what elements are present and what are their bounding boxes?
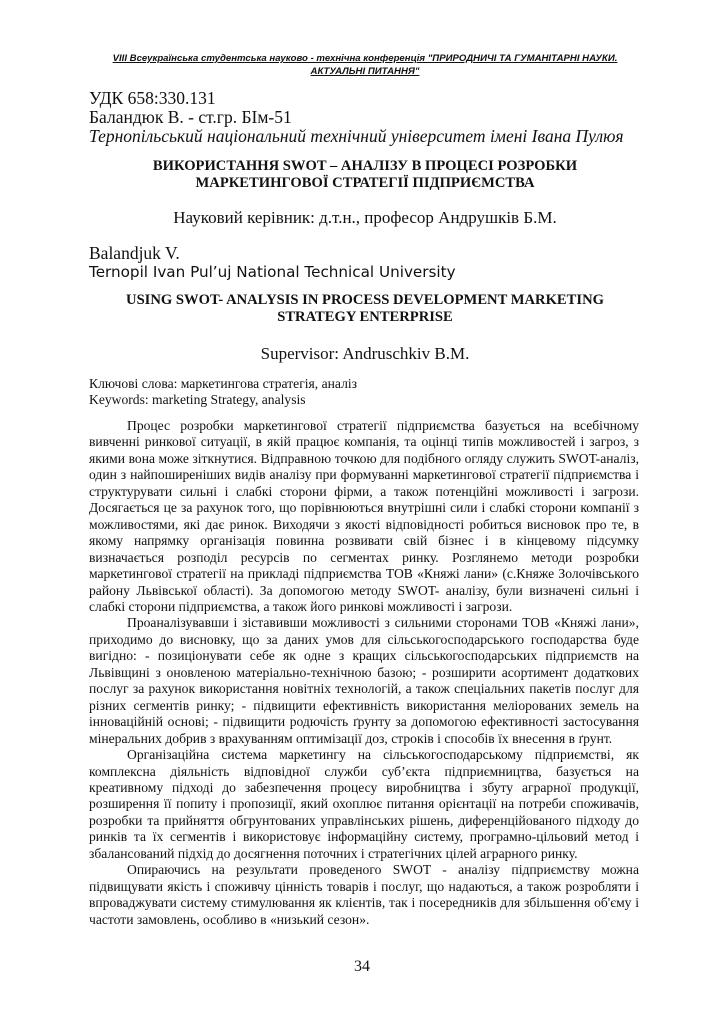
title-en: USING SWOT- ANALYSIS IN PROCESS DEVELOPMENT MARKETING STRATEGY ENTERPRISE xyxy=(126,292,604,325)
keywords-en: Keywords: marketing Strategy, analysis xyxy=(89,392,306,407)
supervisor-ua: Науковий керівник: д.т.н., професор Андрушків Б.М. xyxy=(173,208,557,227)
university-en: Ternopil Ivan Pul’uj National Technical University xyxy=(89,263,456,281)
keywords-ua: Ключові слова: маркетингова стратегія, аналіз xyxy=(89,376,357,391)
university-ua: Тернопільський національний технічний університет імені Івана Пулюя xyxy=(89,126,624,146)
paragraph: Процес розробки маркетингової стратегії підприємства базується на всебічному вивченні ринкової ситуації, в якій працює компанія, та оцінці типів можливостей і загроз, з якими вона може зіткнутися. Відправною точкою для подібного огляду служить SWOT-аналіз, один з найпоширеніших видів аналізу при формуванні маркетингової стратегії підприємства і структурувати сильні і слабкі сторони фірми, а також потенційні можливості і загрози. Досягається це за рахунок того, що порівнюються внутрішні сили і слабкі сторони компанії з можливостями, які дає ринок. Виходячи з якості відповідності робиться висновок про те, в якому напрямку організація повинна розвивати свій бізнес і в кінцевому підсумку визначається розподіл ресурсів по сегментах ринку. Розглянемо методи розробки маркетингової стратегії на прикладі підприємства ТОВ «Княжі лани» (с.Княже Золочівського району Львівської області). За допомогою методу SWOT- аналізу, були визначені сильні і слабкі сторони підприємства, а також його ринкові можливості і загрози. xyxy=(89,418,639,614)
title-ua: ВИКОРИСТАННЯ SWOT – АНАЛІЗУ В ПРОЦЕСІ РОЗРОБКИ МАРКЕТИНГОВОЇ СТРАТЕГІЇ ПІДПРИЄМСТВА xyxy=(152,158,578,191)
paragraph: Опираючись на результати проведеного SWOT - аналізу підприємству можна підвищувати якість і споживчу цінність товарів і послуг, що надаються, а також розробляти і впроваджувати систему стимулювання як клієнтів, так і посередників для збільшення об'єму і частоти замовлень, особливо в «низький сезон». xyxy=(89,862,639,927)
paragraph: Організаційна система маркетингу на сільськогосподарському підприємстві, як комплексна діяльність відповідної служби суб’єкта підприємництва, базується на креативному підході до забезпечення процесу виробництва і збуту аграрної продукції, розширення її попиту і пропозиції, який охоплює питання орієнтації на потреби споживачів, розробки та прийняття обгрунтованих управлінських рішень, диференційованого підходу до ринків та їх сегментів і використовує інформаційну систему, програмно-цільовий метод і збалансований підхід до досягнення поточних і стратегічних цілей аграрного ринку. xyxy=(89,747,639,861)
supervisor-en: Supervisor: Andruschkiv B.M. xyxy=(260,344,470,363)
author-ua: Баландюк В. - ст.гр. БІм-51 xyxy=(89,107,292,127)
author-en: Balandjuk V. xyxy=(89,243,180,263)
page-number: 34 xyxy=(354,958,370,975)
udk-code: УДК 658:330.131 xyxy=(89,88,216,108)
conference-header: VIII Всеукраїнська студентська науково - технічна конференція "ПРИРОДНИЧІ ТА ГУМАНІТАРНІ НАУКИ. АКТУАЛЬНІ ПИТАННЯ" xyxy=(112,53,618,77)
paragraph: Проаналізувавши і зіставивши можливості з сильними сторонами ТОВ «Княжі лани», приходимо до висновку, що за даних умов для сільськогосподарського господарства буде вигідно: - позиціонувати себе як одне з кращих сільськогосподарських підприємств на Львівщині з оновленою матеріально-технічною базою; - розширити асортимент додаткових послуг за рахунок використання новітніх технологій, а також спеціальних пакетів послуг для різних сегментів ринку; - підвищити ефективність використання меліорованих земель на інноваційній основі; - підвищити родючість ґрунту за допомогою ефективності застосування мінеральних добрив з врахуванням оптимізації доз, строків і способів їх внесення в ґрунт. xyxy=(89,615,639,746)
body-text xyxy=(89,418,639,928)
